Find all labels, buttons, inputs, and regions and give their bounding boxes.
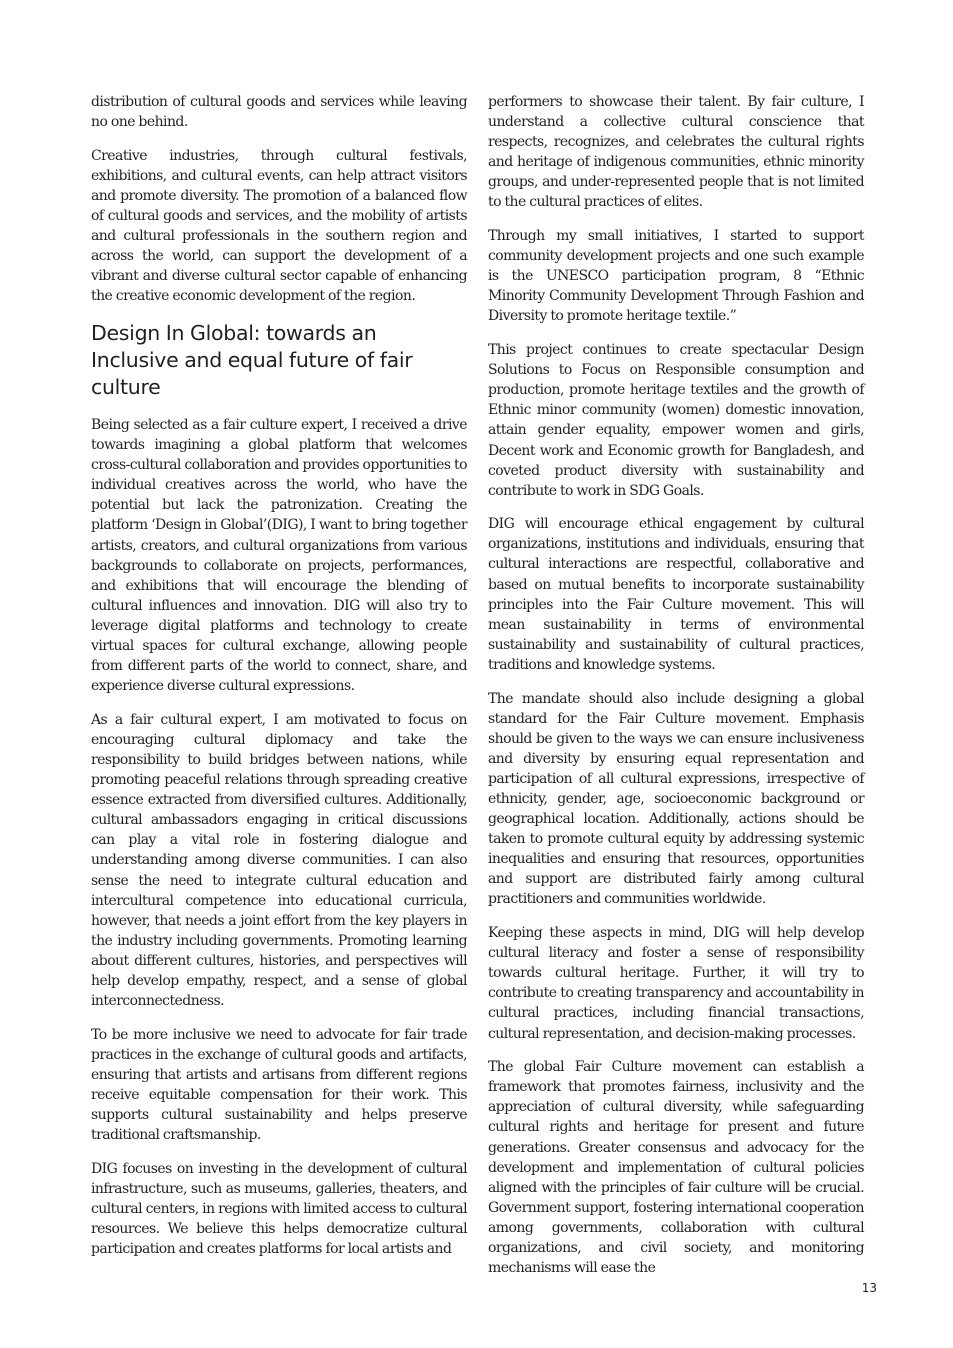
section-heading: Design In Global: towards an Inclusive and equal future of fair culture xyxy=(91,320,413,399)
right-column xyxy=(488,92,864,1292)
paragraph: To be more inclusive we need to advocate for fair trade practices in the exchange of cultural goods and artifacts, ensuring that artists and artisans from different regions receive equitable compensation for their work. This supports cultural sustainability and helps preserve traditional craftsmanship. xyxy=(91,1026,467,1144)
paragraph: distribution of cultural goods and services while leaving no one behind. xyxy=(91,94,467,131)
page-number: 13 xyxy=(861,1281,877,1295)
paragraph: DIG will encourage ethical engagement by cultural organizations, institutions and individuals, ensuring that cultural interactions are respectful, collaborative and based on mutual benefits to incorporate sustainability principles into the Fair Culture movement. This will mean sustainability in terms of environmental sustainability and sustainability of cultural practices, traditions and knowledge systems. xyxy=(488,516,864,673)
paragraph: Keeping these aspects in mind, DIG will help develop cultural literacy and foster a sense of responsibility towards cultural heritage. Further, it will try to contribute to creating transparency and accountability in cultural practices, including financial transactions, cultural representation, and decision-making processes. xyxy=(488,925,864,1042)
paragraph: Creative industries, through cultural festivals, exhibitions, and cultural events, can help attract visitors and promote diversity. The promotion of a balanced flow of cultural goods and services, and the mobility of artists and cultural professionals in the southern region and across the world, can support the development of a vibrant and diverse cultural sector capable of enhancing the creative economic development of the region. xyxy=(91,147,467,305)
paragraph: This project continues to create spectacular Design Solutions to Focus on Responsible consumption and production, promote heritage textiles and the growth of Ethnic minor community (women) domestic innovation, attain gender equality, empower women and girls, Decent work and Economic growth for Bangladesh, and coveted product diversity with sustainability and contribute to work in SDG Goals. xyxy=(488,342,864,499)
paragraph: performers to showcase their talent. By fair culture, I understand a collective cultural conscience that respects, recognizes, and celebrates the cultural rights and heritage of indigenous communities, ethnic minority groups, and under-represented people that is not limited to the cultural practices of elites. xyxy=(488,94,864,211)
paragraph: The global Fair Culture movement can establish a framework that promotes fairness, inclusivity and the appreciation of cultural diversity, while safeguarding cultural rights and heritage for present and future generations. Greater consensus and advocacy for the development and implementation of cultural policies aligned with the principles of fair culture will be crucial. Government support, fostering international cooperation among governments, collaboration with cultural organizations, and civil society, and monitoring mechanisms will ease the xyxy=(488,1059,864,1277)
paragraph: Being selected as a fair culture expert, I received a drive towards imagining a global platform that welcomes cross-cultural collaboration and provides opportunities to individual creatives across the world, who have the potential but lack the patronization. Creating the platform ‘Design in Global’(DIG), I want to bring together artists, creators, and cultural organizations from various backgrounds to collaborate on projects, performances, and exhibitions that will encourage the blending of cultural influences and innovation. DIG will also try to leverage digital platforms and technology to create virtual spaces for cultural exchange, allowing people from different parts of the world to connect, share, and experience diverse cultural expressions. xyxy=(91,416,467,695)
paragraph: Through my small initiatives, I started to support community development projects and one such example is the UNESCO participation program, 8 “Ethnic Minority Community Development Through Fashion and Diversity to promote heritage textile.” xyxy=(488,228,864,325)
left-column xyxy=(91,92,467,1273)
paragraph: DIG focuses on investing in the development of cultural infrastructure, such as museums, galleries, theaters, and cultural centers, in regions with limited access to cultural resources. We believe this helps democratize cultural participation and creates platforms for local artists and xyxy=(91,1160,467,1258)
paragraph: As a fair cultural expert, I am motivated to focus on encouraging cultural diplomacy and take the responsibility to build bridges between nations, while promoting peaceful relations through spreading creative essence extracted from diversified cultures. Additionally, cultural ambassadors engaging in critical discussions can play a vital role in fostering dialogue and understanding among diverse communities. I can also sense the need to integrate cultural education and intercultural competence into educational curricula, however, that needs a joint effort from the key players in the industry including governments. Promoting learning about different cultures, histories, and perspectives will help develop empathy, respect, and a sense of global interconnectedness. xyxy=(91,711,467,1010)
paragraph: The mandate should also include designing a global standard for the Fair Culture movement. Emphasis should be given to the ways we can ensure inclusiveness and diversity by ensuring equal representation and participation of all cultural expressions, irrespective of ethnicity, gender, age, socioeconomic background or geographical location. Additionally, actions should be taken to promote cultural equity by addressing systemic inequalities and ensuring that resources, opportunities and support are distributed fairly among cultural practitioners and communities worldwide. xyxy=(488,690,864,908)
